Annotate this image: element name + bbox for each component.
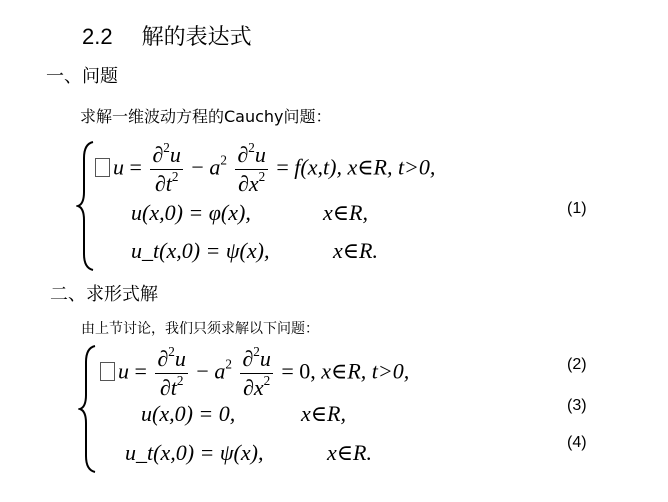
p2-eq1-rhs: 0, bbox=[299, 358, 316, 384]
p2-eq1: u = $\frac{\partial^2u}{\partial t^2}$ − $a^2$ $\frac{\partial^2u}{\partial x^2}$ = 0, x∈R, t>0, bbox=[100, 346, 409, 401]
part2-intro: 由上节讨论，我们只须求解以下问题： bbox=[81, 321, 319, 337]
p1-eq3-lhs: u_t(x,0) = ψ(x), bbox=[131, 238, 270, 263]
section-title-text: 解的表达式 bbox=[141, 25, 252, 50]
left-brace-1 bbox=[76, 140, 96, 272]
part1-heading: 一、问题 bbox=[46, 66, 118, 87]
p2-eq1-cond: x∈R, t>0, bbox=[321, 358, 410, 384]
missing-glyph-box bbox=[95, 158, 110, 177]
equation-label-1: (1) bbox=[567, 200, 587, 217]
part1-intro: 求解一维波动方程的Cauchy问题： bbox=[80, 107, 332, 126]
equation-label-4: (4) bbox=[567, 434, 587, 451]
section-title bbox=[82, 20, 252, 51]
p2-eq3 bbox=[125, 440, 263, 466]
p1-eq3-cond: x∈R. bbox=[333, 238, 378, 263]
p2-eq3-lhs: u_t(x,0) = ψ(x), bbox=[125, 440, 264, 465]
p1-eq2-cond: x∈R, bbox=[323, 200, 368, 225]
p1-eq1-cond: x∈R, t>0, bbox=[347, 154, 436, 180]
left-brace-2 bbox=[78, 344, 98, 474]
equation-label-3: (3) bbox=[567, 397, 587, 414]
p2-eq2-cond: x∈R, bbox=[301, 401, 346, 426]
section-number: 2.2 bbox=[82, 24, 113, 49]
missing-glyph-box bbox=[100, 362, 115, 381]
p1-eq1-rhs: f(x,t), bbox=[294, 154, 342, 180]
equation-label-2: (2) bbox=[567, 356, 587, 373]
p2-eq2 bbox=[141, 401, 235, 427]
p1-eq2 bbox=[131, 200, 251, 226]
p1-eq1: u = $\frac{\partial^2u}{\partial t^2}$ − $a^2$ $\frac{\partial^2u}{\partial x^2}$ = f(x,t), x∈R, t>0, bbox=[95, 142, 435, 197]
p1-eq2-lhs: u(x,0) = φ(x), bbox=[131, 200, 251, 225]
p1-eq3 bbox=[131, 238, 269, 264]
p2-eq3-cond: x∈R. bbox=[327, 440, 372, 465]
p2-eq2-lhs: u(x,0) = 0, bbox=[141, 401, 236, 426]
part2-heading: 二、求形式解 bbox=[50, 284, 158, 305]
